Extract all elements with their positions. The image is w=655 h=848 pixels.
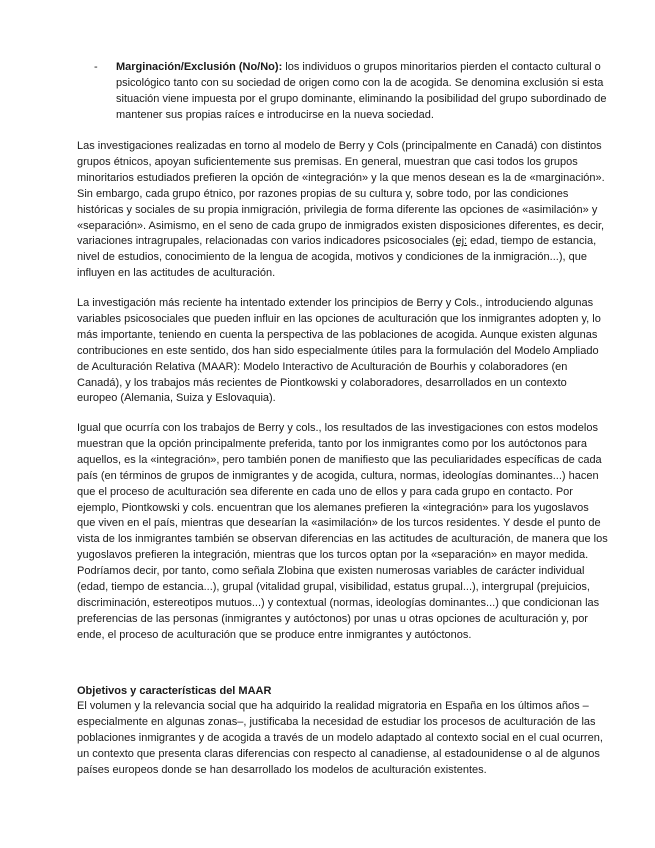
bullet-dash: -	[94, 61, 98, 73]
paragraph-maar-objectives: El volumen y la relevancia social que ha adquirido la realidad migratoria en España en los últimos años –especialmente en algunas zonas–, justificaba la necesidad de estudiar los procesos de aculturación de las poblaciones inmigrantes y de acogida a través de un modelo adaptado al contexto social en el cual ocurren, un contexto que presenta claras diferencias con respecto al canadiense, al estadounidense o al de algunos países europeos donde se han desarrollado los modelos de aculturación existentes.	[77, 700, 603, 776]
paragraph-1-part-a: Las investigaciones realizadas en torno al modelo de Berry y Cols (principalmente en Canadá) con distintos grupos étnicos, apoyan suficientemente sus premisas. En general, muestran que casi todos los grupos minoritarios estudiados prefieren la opción de «integración» y la que menos desean es la de «marginación». Sin embargo, cada grupo étnico, por razones propias de su cultura y, sobre todo, por las condiciones históricas y sociales de su propia inmigración, privilegia de forma diferente las opciones de «asimilación» y «separación». Asimismo, en el seno de cada grupo de inmigrados existen disposiciones diferentes, es decir, variaciones intragrupales, relacionadas con varios indicadores psicosociales (	[77, 140, 605, 248]
paragraph-1-part-b: edad, tiempo de estancia, nivel de estudios, conocimiento de la lengua de acogida, motivos y condiciones de la inmigración...), que influyen en las actitudes de aculturación.	[77, 235, 597, 280]
bullet-title: Marginación/Exclusión (No/No):	[116, 61, 283, 73]
section-heading: Objetivos y características del MAAR	[77, 685, 272, 697]
bullet-text	[116, 59, 614, 123]
abbreviation-ej: ej:	[455, 235, 468, 248]
bullet-item-marginacion	[94, 59, 614, 123]
paragraph-berry-research	[77, 139, 609, 282]
paragraph-results: Igual que ocurría con los trabajos de Berry y cols., los resultados de las investigaciones con estos modelos muestran que la opción principalmente preferida, tanto por los inmigrantes como por los autóctonos para aquellos, es la «integración», pero también ponen de manifiesto que las peculiaridades específicas de cada país (en términos de grupos de inmigrantes y de acogida, cultura, normas, ideologías dominantes...) hacen que el proceso de aculturación sea diferente en cada uno de ellos y para cada grupo en contacto. Por ejemplo, Piontkowski y cols. encuentran que los alemanes prefieren la «integración» para los yugoslavos que viven en el país, mientras que desearían la «asimilación» de los turcos residentes. Y desde el punto de vista de los inmigrantes también se observan diferencias en las actitudes de aculturación, de manera que los yugoslavos prefieren la integración, mientras que los turcos optan por la «separación» en mayor medida. Podríamos decir, por tanto, como señala Zlobina que existen numerosas variables de carácter individual (edad, tiempo de estancia...), grupal (vitalidad grupal, visibilidad, estatus grupal...), intergrupal (prejuicios, discriminación, estereotipos mutuos...) y contextual (normas, ideologías dominantes...) que condicionan las preferencias de las personas (inmigrantes y autóctonos) por unas u otras opciones de aculturación y, por ende, el proceso de aculturación que se produce entre inmigrantes y autóctonos.	[77, 422, 608, 641]
paragraph-recent-research: La investigación más reciente ha intentado extender los principios de Berry y Cols., introduciendo algunas variables psicosociales que pueden influir en las opciones de aculturación que los inmigrantes adopten y, lo más importante, teniendo en cuenta la perspectiva de las poblaciones de acogida. Aunque existen algunas contribuciones en este sentido, dos han sido especialmente útiles para la formulación del Modelo Ampliado de Aculturación Relativa (MAAR): Modelo Interactivo de Aculturación de Bourhis y colaboradores (en Canadá), y los trabajos más recientes de Piontkowski y colaboradores, desarrollados en un contexto europeo (Alemania, Suiza y Eslovaquia).	[77, 297, 601, 405]
bullet-body: los individuos o grupos minoritarios pierden el contacto cultural o psicológico tanto con su sociedad de origen como con la de acogida. Se denomina exclusión si esta situación viene impuesta por el grupo dominante, eliminando la posibilidad del grupo subordinado de mantener sus propias raíces e introducirse en la nueva sociedad.	[116, 61, 607, 121]
